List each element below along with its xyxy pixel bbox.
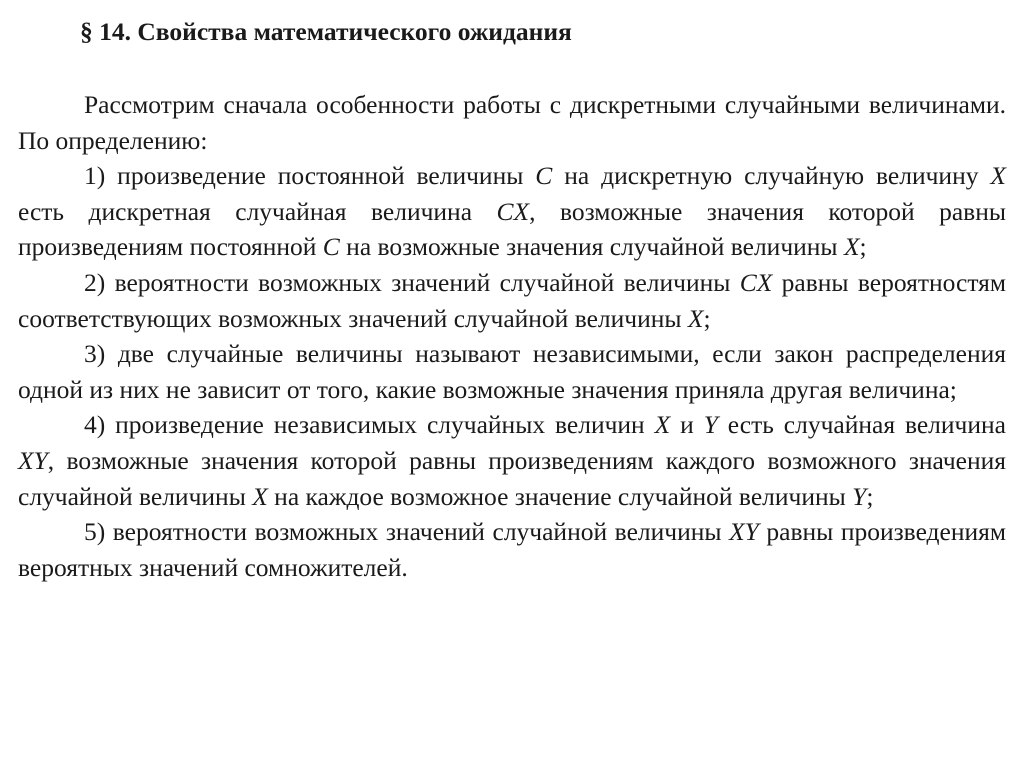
property-list	[18, 158, 1006, 585]
property-item-4: 4) произведение независимых случайных величин X и Y есть случайная величина XY, возможные значения которой равны произведениям каждого возможного значения случайной величины X на каждое возможное значение случайной величины Y;	[18, 410, 1006, 511]
variable-symbol: X	[990, 161, 1006, 191]
property-item-1: 1) произведение постоянной величины C на дискретную случайную величину X есть дискретная случайная величина CX, возможные значения которой равны произведениям постоянной C на возможные значения случайной величины X;	[18, 161, 1006, 262]
document-page	[18, 12, 1006, 585]
property-item-3: 3) две случайные величины называют независимыми, если закон распределения одной из них не зависит от того, какие возможные значения приняла другая величина;	[18, 339, 1006, 404]
property-item-5: 5) вероятности возможных значений случайной величины XY равны произведениям вероятных значений сомножителей.	[18, 517, 1007, 582]
variable-symbol: X	[843, 232, 860, 262]
variable-symbol: XY	[729, 517, 759, 547]
variable-symbol: C	[322, 232, 340, 262]
intro-paragraph: Рассмотрим сначала особенности работы с дискретными случайными величинами. По определению:	[18, 90, 1006, 155]
variable-symbol: X	[687, 303, 704, 333]
section-heading: § 14. Свойства математического ожидания	[80, 17, 572, 46]
variable-symbol: C	[535, 161, 553, 191]
variable-symbol: X	[252, 481, 268, 511]
variable-symbol: XY	[18, 445, 48, 475]
variable-symbol: X	[654, 410, 671, 440]
variable-symbol: Y	[703, 410, 718, 440]
variable-symbol: Y	[852, 481, 867, 511]
variable-symbol: CX	[496, 196, 530, 226]
property-item-2: 2) вероятности возможных значений случайной величины CX равны вероятностям соответствующих возможных значений случайной величины X;	[18, 267, 1006, 333]
variable-symbol: CX	[739, 267, 773, 297]
